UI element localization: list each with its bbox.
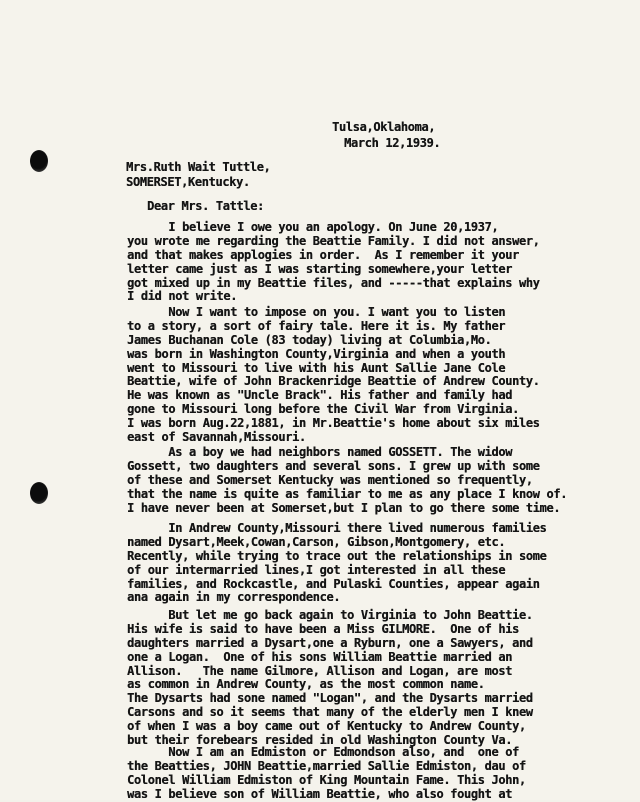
text-line: Gossett, two daughters and several sons. I grew up with some xyxy=(127,458,540,473)
paragraph xyxy=(127,221,539,304)
text-line: one a Logan. One of his sons William Beattie married an xyxy=(127,649,512,664)
text-line: you wrote me regarding the Beattie Family. I did not answer, xyxy=(127,233,540,248)
recipient-city: SOMERSET,Kentucky. xyxy=(126,175,250,189)
paragraph xyxy=(127,609,533,748)
text-line: as common in Andrew County, as the most common name. xyxy=(127,677,485,692)
text-line: got mixed up in my Beattie files, and -----that explains why xyxy=(127,275,540,290)
paragraph xyxy=(127,306,539,445)
text-line: I have never been at Somerset,but I plan to go there some time. xyxy=(127,500,561,515)
text-line: the Beatties, JOHN Beattie,married Sallie Edmiston, dau of xyxy=(127,758,526,773)
text-line: named Dysart,Meek,Cowan,Carson, Gibson,Montgomery, etc. xyxy=(127,534,506,549)
text-line: ana again in my correspondence. xyxy=(127,590,341,605)
text-line: went to Missouri to live with his Aunt Sallie Jane Cole xyxy=(127,360,506,375)
text-line: Now I am an Edmiston or Edmondson also, and one of xyxy=(127,745,519,759)
text-line: that the name is quite as familiar to me as any place I know of. xyxy=(127,486,567,501)
text-line: But let me go back again to Virginia to John Beattie. xyxy=(127,608,533,622)
paragraph xyxy=(127,746,526,802)
text-line: of these and Somerset Kentucky was mentioned so frequently, xyxy=(127,472,533,487)
paragraph xyxy=(127,446,567,515)
text-line: Allison. The name Gilmore, Allison and Logan, are most xyxy=(127,663,512,678)
text-line: His wife is said to have been a Miss GILMORE. One of his xyxy=(127,621,519,636)
text-line: Recently, while trying to trace out the relationships in some xyxy=(127,548,547,563)
text-line: He was known as "Uncle Brack". His father and family had xyxy=(127,388,512,403)
text-line: of when I was a boy came out of Kentucky to Andrew County, xyxy=(127,719,526,734)
text-line: I did not write. xyxy=(127,289,237,304)
text-line: gone to Missouri long before the Civil War from Virginia. xyxy=(127,402,519,417)
text-line: The Dysarts had sone named "Logan", and the Dysarts married xyxy=(127,691,533,706)
text-line: to a story, a sort of fairy tale. Here it is. My father xyxy=(127,318,506,333)
text-line: families, and Rockcastle, and Pulaski Counties, appear again xyxy=(127,576,540,591)
salutation xyxy=(147,200,264,212)
text-line: James Buchanan Cole (83 today) living at Columbia,Mo. xyxy=(127,332,492,347)
text-line: and that makes applogies in order. As I remember it your xyxy=(127,247,519,262)
paragraph xyxy=(127,522,546,605)
text-line: As a boy we had neighbors named GOSSETT. The widow xyxy=(127,445,512,459)
recipient-name: Mrs.Ruth Wait Tuttle, xyxy=(126,160,271,174)
punch-hole xyxy=(30,150,48,172)
text-line: letter came just as I was starting somewhere,your letter xyxy=(127,261,512,276)
text-line: of our intermarried lines,I got interested in all these xyxy=(127,562,506,577)
place-line: Tulsa,Oklahoma, xyxy=(332,120,436,134)
punch-hole xyxy=(30,482,48,504)
text-line: daughters married a Dysart,one a Ryburn, one a Sawyers, and xyxy=(127,635,533,650)
text-line: Carsons and so it seems that many of the elderly men I knew xyxy=(127,705,533,720)
text-line: Beattie, wife of John Brackenridge Beattie of Andrew County. xyxy=(127,374,540,389)
text-line: I believe I owe you an apology. On June 20,1937, xyxy=(127,220,499,234)
text-line: east of Savannah,Missouri. xyxy=(127,430,306,445)
date-line: March 12,1939. xyxy=(344,136,441,150)
text-line: Colonel William Edmiston of King Mountain Fame. This John, xyxy=(127,772,526,787)
text-line: In Andrew County,Missouri there lived numerous families xyxy=(127,521,547,535)
salutation-text: Dear Mrs. Tattle: xyxy=(147,199,264,213)
recipient-address xyxy=(126,161,270,191)
text-line: Now I want to impose on you. I want you to listen xyxy=(127,305,506,319)
text-line: was I believe son of William Beattie, who also fought at xyxy=(127,786,512,801)
text-line: but their forebears resided in old Washington County Va. xyxy=(127,733,512,748)
text-line: was born in Washington County,Virginia and when a youth xyxy=(127,346,506,361)
text-line: I was born Aug.22,1881, in Mr.Beattie's home about six miles xyxy=(127,416,540,431)
letter-dateline xyxy=(332,120,441,153)
